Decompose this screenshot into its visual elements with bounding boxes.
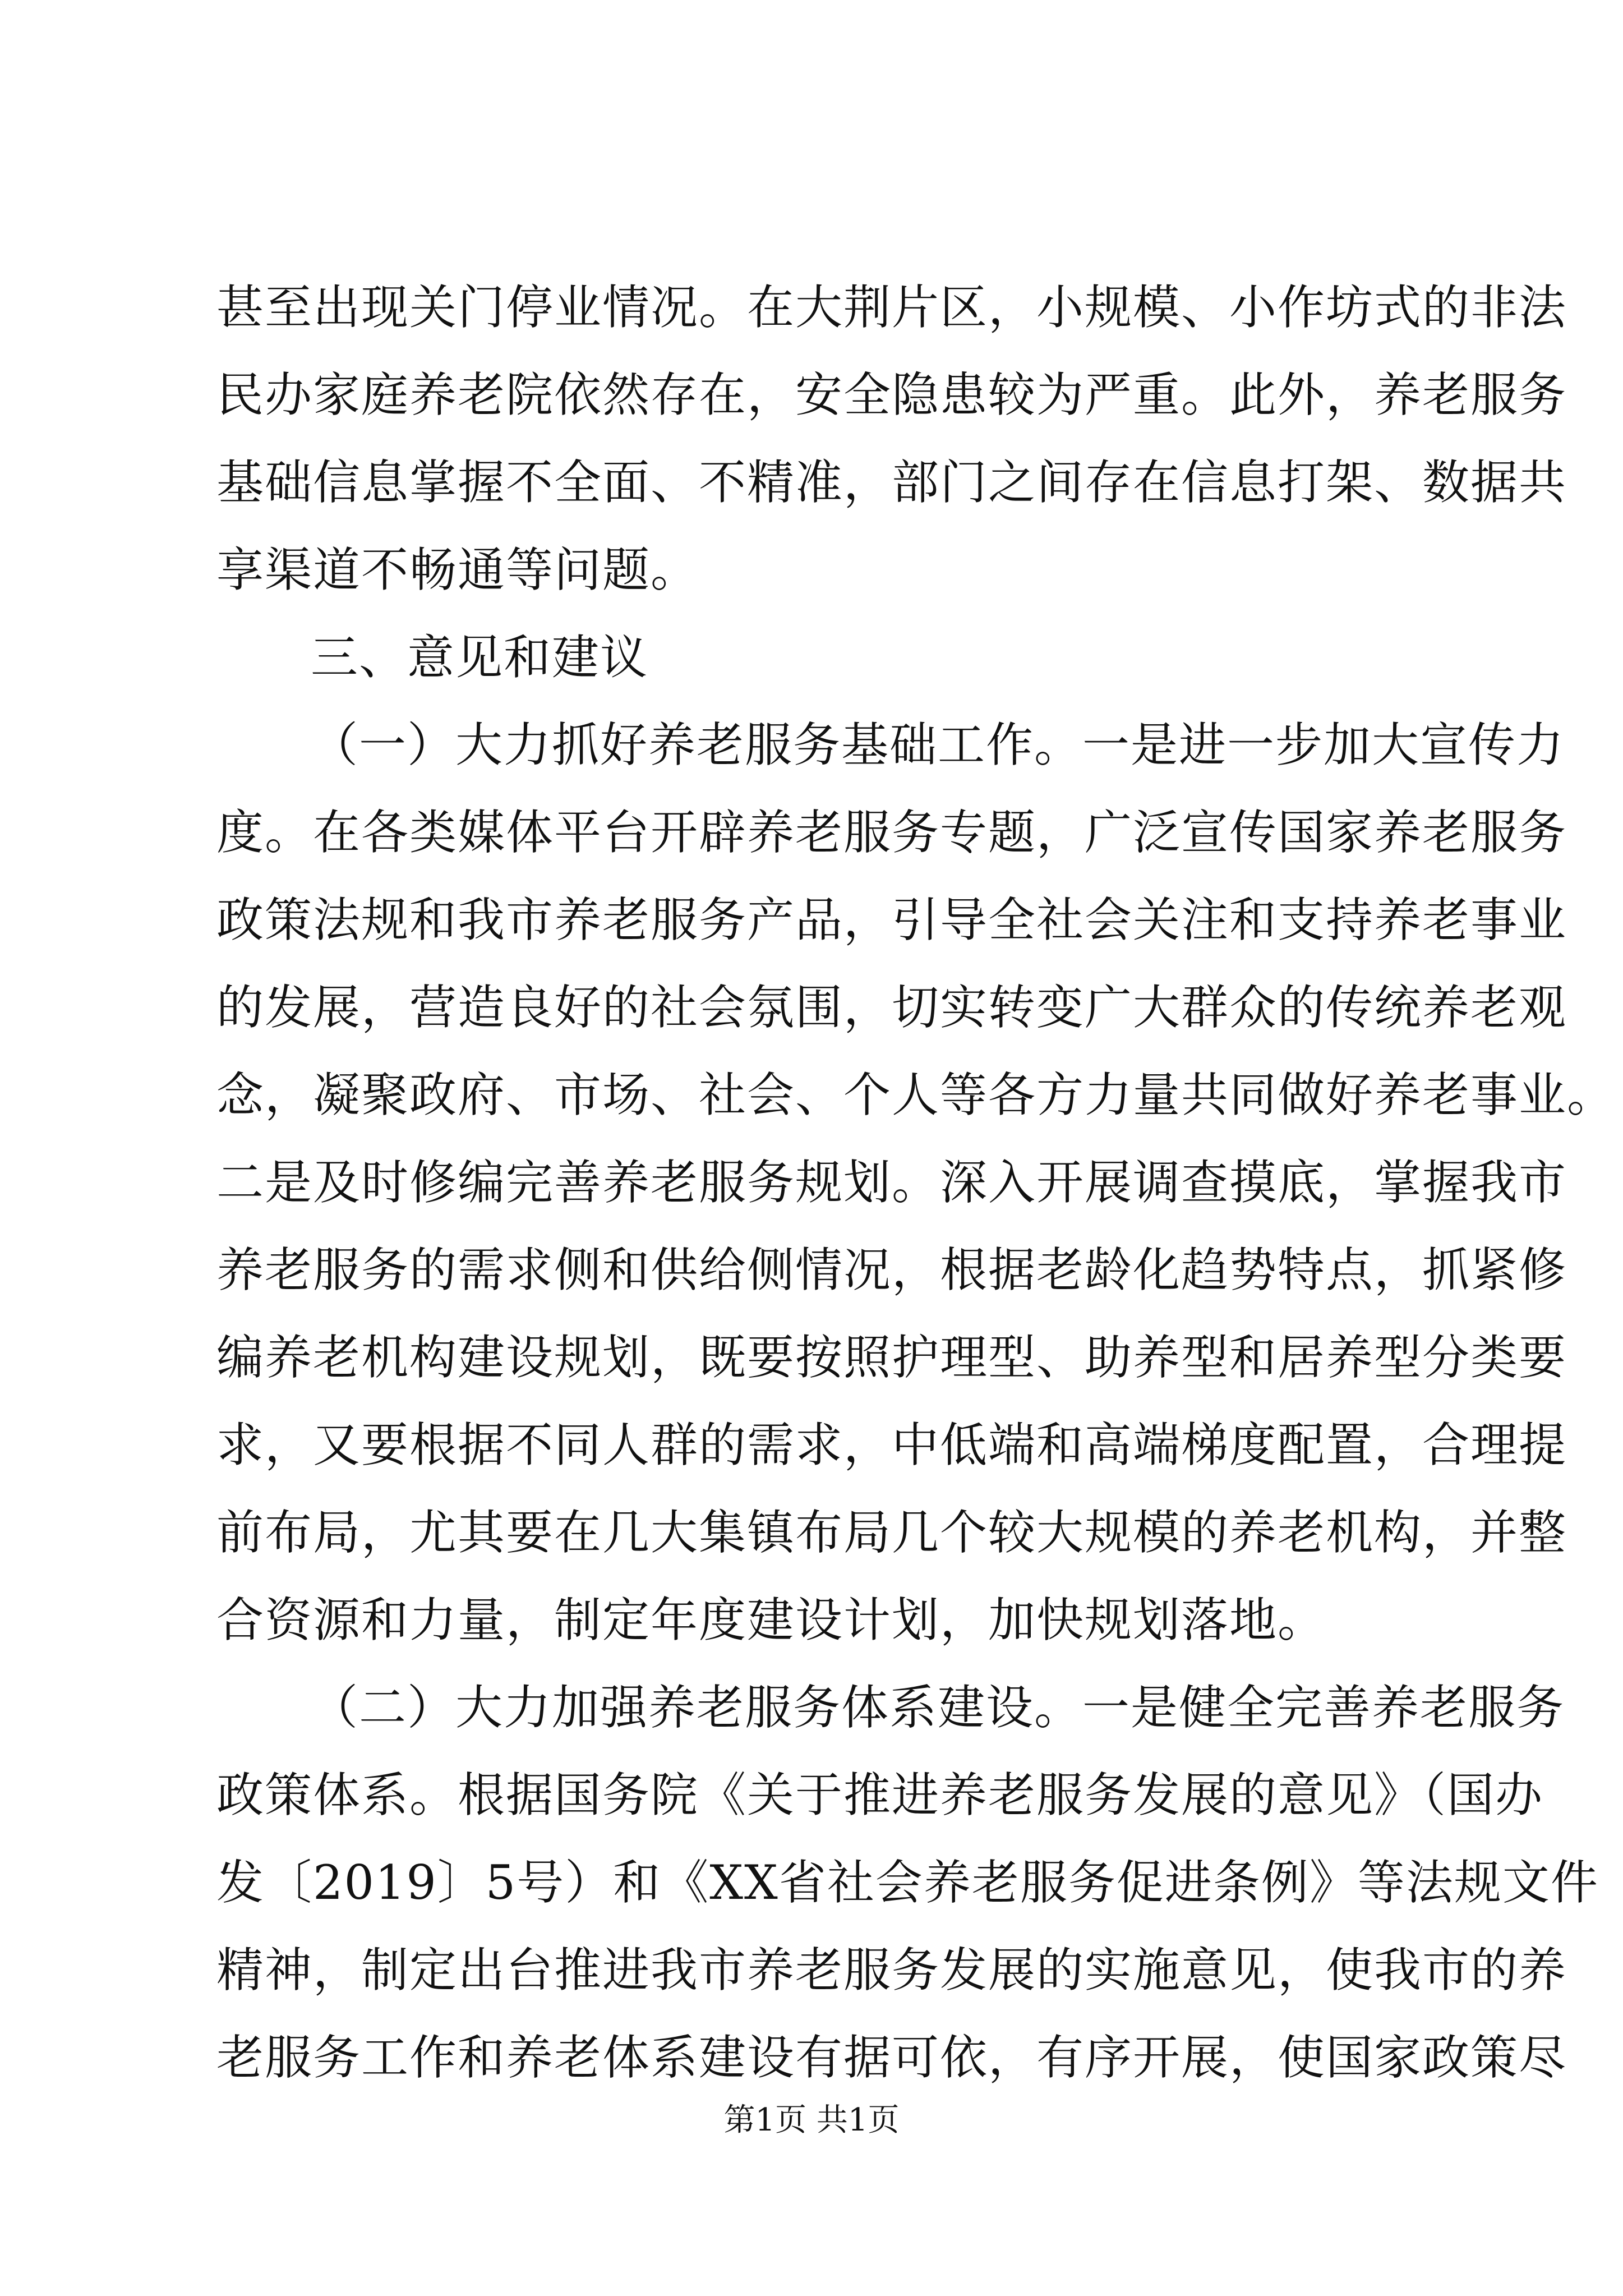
text-line: 发〔2019〕5号）和《XX省社会养老服务促进条例》等法规文件 bbox=[216, 1855, 1599, 1910]
text-line: 政策体系。根据国务院《关于推进养老服务发展的意见》（国办 bbox=[216, 1768, 1544, 1823]
text-line: 基础信息掌握不全面、不精准，部门之间存在信息打架、数据共 bbox=[216, 455, 1567, 510]
text-line: 前布局，尤其要在几大集镇布局几个较大规模的养老机构，并整 bbox=[216, 1505, 1567, 1560]
text-line: 二是及时修编完善养老服务规划。深入开展调查摸底，掌握我市 bbox=[216, 1155, 1567, 1210]
section-heading: 三、意见和建议 bbox=[311, 630, 649, 685]
text-line: 编养老机构建设规划，既要按照护理型、助养型和居养型分类要 bbox=[216, 1330, 1567, 1385]
text-line: 的发展，营造良好的社会氛围，切实转变广大群众的传统养老观 bbox=[216, 980, 1567, 1035]
text-line: 甚至出现关门停业情况。在大荆片区，小规模、小作坊式的非法 bbox=[216, 280, 1567, 335]
text-line: 精神，制定出台推进我市养老服务发展的实施意见，使我市的养 bbox=[216, 1943, 1567, 1998]
page-footer: 第1页 共1页 bbox=[723, 2102, 900, 2138]
paragraph-first-line: （二）大力加强养老服务体系建设。一是健全完善养老服务 bbox=[311, 1680, 1565, 1735]
text-line: 念，凝聚政府、市场、社会、个人等各方力量共同做好养老事业。 bbox=[216, 1068, 1616, 1122]
text-line: 养老服务的需求侧和供给侧情况，根据老龄化趋势特点，抓紧修 bbox=[216, 1243, 1567, 1297]
text-line: 度。在各类媒体平台开辟养老服务专题，广泛宣传国家养老服务 bbox=[216, 805, 1567, 860]
text-line: 求，又要根据不同人群的需求，中低端和高端梯度配置，合理提 bbox=[216, 1418, 1567, 1473]
text-line: 政策法规和我市养老服务产品，引导全社会关注和支持养老事业 bbox=[216, 892, 1567, 947]
body-text bbox=[216, 264, 1616, 2101]
text-line: 老服务工作和养老体系建设有据可依，有序开展，使国家政策尽 bbox=[216, 2030, 1567, 2085]
text-line: 合资源和力量，制定年度建设计划，加快规划落地。 bbox=[216, 1593, 1326, 1648]
text-line: 民办家庭养老院依然存在，安全隐患较为严重。此外，养老服务 bbox=[216, 367, 1567, 422]
paragraph-first-line: （一）大力抓好养老服务基础工作。一是进一步加大宣传力 bbox=[311, 717, 1565, 772]
text-line: 享渠道不畅通等问题。 bbox=[216, 542, 699, 597]
